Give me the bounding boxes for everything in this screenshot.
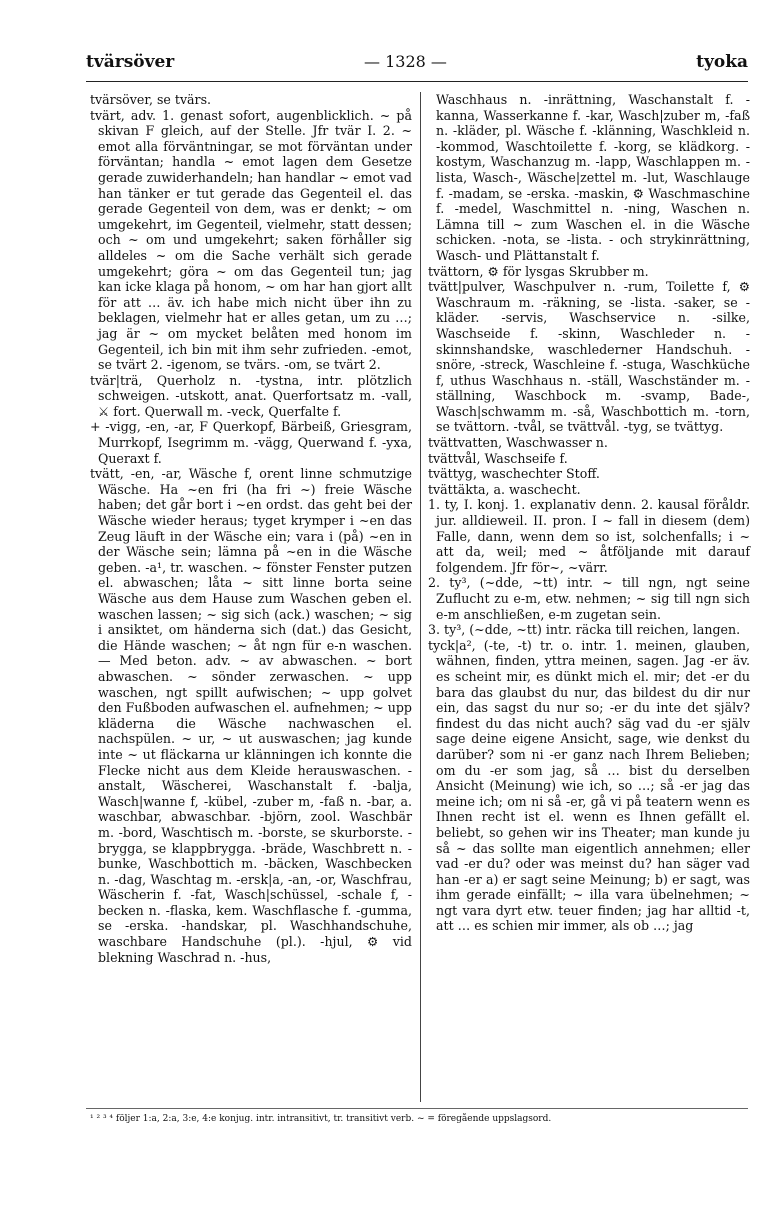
entry: tvätt, -en, -ar, Wäsche f, orent linne schmutzige Wäsche. Ha ~en fri (ha fri ~) freie Wäsche haben; det går bort i ~en ordst. das geht bei der Wäsche wieder heraus; tyget krymper i ~en das Zeug läuft in der Wäsche ein; vara i (på) ~en in der Wäsche sein; lämna på ~en in die Wäsche geben. -a¹, tr. waschen. ~ fönster Fenster putzen el. abwaschen; låta ~ sitt linne borta seine Wäsche aus dem Hause zum Waschen geben el. waschen lassen; ~ sig sich (ack.) waschen; ~ sig i ansiktet, om händerna sich (dat.) das Gesicht, die Hände waschen; ~ åt ngn für e-n waschen. — Med beton. adv. ~ av abwaschen. ~ bort abwaschen. ~ sönder zerwaschen. ~ upp waschen, ngt spillt aufwischen; ~ upp golvet den Fußboden aufwaschen el. aufnehmen; ~ upp kläderna die Wäsche nachwaschen el. nachspülen. ~ ur, ~ ut auswaschen; jag kunde inte ~ ut fläckarna ur klänningen ich konnte die Flecke nicht aus dem Kleide herauswaschen. -anstalt, Wäscherei, Waschanstalt f. -balja, Wasch|wanne f, -kübel, -zuber m, -faß n. -bar, a. waschbar, abwaschbar. -björn, zool. Waschbär m. -bord, Waschtisch m. -borste, se skurborste. -brygga, se klappbrygga. -bräde, Waschbrett n. -bunke, Waschbottich m. -bäcken, Waschbecken n. -dag, Waschtag m. -ersk|a, -an, -or, Waschfrau, Wäscherin f. -fat, Wasch|schüssel, -schale f, -becken n. -flaska, kem. Waschflasche f. -gumma, se -erska. -handskar, pl. Waschhandschuhe, waschbare Handschuhe (pl.). -hjul, ⚙ vid blekning Waschrad n. -hus,	[90, 466, 412, 965]
right-column	[428, 92, 750, 934]
left-column	[90, 92, 412, 965]
entry: tvärsöver, se tvärs.	[90, 92, 212, 107]
entry: tyck|a², (-te, -t) tr. o. intr. 1. meinen, glauben, wähnen, finden, yttra meinen, sagen. Jag -er äv. es scheint mir, es dünkt mich el. mir; det -er du bara das glaubst du nur, das bildest du dir nur ein, das sagst du nur so; -er du inte det själv? findest du das nicht auch? säg vad du -er själv sage deine eigene Ansicht, sage, wie denkst du darüber? som ni -er ganz nach Ihrem Belieben; om du -er som jag, så … bist du derselben Ansicht (Meinung) wie ich, so …; så -er jag das meine ich; om ni så -er, gå vi på teatern wenn es Ihnen recht ist el. wenn es Ihnen gefällt el. beliebt, so gehen wir ins Theater; man kunde ju så ~ das sollte man eigentlich annehmen; eller vad -er du? oder was meinst du? han säger vad han -er a) er sagt seine Meinung; b) er sagt, was ihm gerade einfällt; ~ illa vara übelnehmen; ~ ngt vara dyrt etw. teuer finden; jag har alltid -t, att … es schien mir immer, als ob …; jag	[428, 637, 750, 934]
entry: tvättorn, ⚙ för lysgas Skrubber m.	[428, 263, 649, 279]
entry: 3. ty³, (~dde, ~tt) intr. räcka till reichen, langen.	[428, 622, 741, 638]
header-rule	[86, 81, 748, 82]
entry: tvättyg, waschechter Stoff.	[428, 466, 600, 482]
entry: + -vigg, -en, -ar, F Querkopf, Bärbeiß, Griesgram, Murrkopf, Isegrimm m. -vägg, Querwand f. -yxa, Queraxt f.	[90, 419, 412, 466]
footer-rule	[86, 1108, 748, 1109]
entry: tvär|trä, Querholz n. -tystna, intr. plötzlich schweigen. -utskott, anat. Querfortsatz m. -vall, ⚔ fort. Querwall m. -veck, Querfalte f.	[90, 372, 412, 419]
entry: tvätt|pulver, Waschpulver n. -rum, Toilette f, ⚙ Waschraum m. -räkning, se -lista. -saker, se -kläder. -servis, Waschservice n. -silke, Waschseide f. -skinn, Waschleder n. -skinnshandske, waschlederner Handschuh. -snöre, -streck, Waschleine f. -stuga, Waschküche f, uthus Waschhaus n. -ställ, Waschständer m. -ställning, Waschbock m. -svamp, Bade-, Wasch|schwamm m. -så, Waschbottich m. -torn, se tvättorn. -tvål, se tvättvål. -tyg, se tvättyg.	[428, 279, 750, 435]
entry: tvättäkta, a. waschecht.	[428, 481, 581, 497]
entry: tvättvatten, Waschwasser n.	[428, 435, 608, 451]
page-number: — 1328 —	[364, 52, 447, 71]
page-header	[86, 52, 748, 78]
entry: Waschhaus n. -inrättning, Waschanstalt f. -kanna, Wasserkanne f. -kar, Wasch|zuber m, -faß n. -kläder, pl. Wäsche f. -klänning, Waschkleid n. -kommod, Waschtoilette f. -korg, se klädkorg. -kostym, Waschanzug m. -lapp, Waschlappen m. -lista, Wasch-, Wäsche|zettel m. -lut, Waschlauge f. -madam, se -erska. -maskin, ⚙ Waschmaschine f. -medel, Waschmittel n. -ning, Waschen n. Lämna till ~ zum Waschen el. in die Wäsche schicken. -nota, se -lista. - och strykinrättning, Wasch- und Plättanstalt f.	[436, 92, 750, 263]
header-left-catchword: tvärsöver	[86, 52, 175, 72]
abbreviation-footer: ¹ ² ³ ⁴ följer 1:a, 2:a, 3:e, 4:e konjug. intr. intransitivt, tr. transitivt verb. ~ = föregående uppslagsord.	[90, 1114, 552, 1124]
entry: 2. ty³, (~dde, ~tt) intr. ~ till ngn, ngt seine Zuflucht zu e-m, etw. nehmen; ~ sig till ngn sich e-m anschließen, e-m zugetan sein.	[428, 575, 750, 622]
entry: tvärt, adv. 1. genast sofort, augenblicklich. ~ på skivan F gleich, auf der Stelle. Jfr tvär I. 2. ~ emot alla förväntningar, se mot förväntan under förväntan; handla ~ emot lagen dem Gesetze gerade zuwiderhandeln; han handlar ~ emot vad han tänker er tut gerade das Gegenteil el. das gerade Gegenteil von dem, was er denkt; ~ om umgekehrt, im Gegenteil, vielmehr, statt dessen; och ~ om und umgekehrt; saken förhåller sig alldeles ~ om die Sache verhält sich gerade umgekehrt; göra ~ om das Gegenteil tun; jag kan icke klaga på honom, ~ om har han gjort allt för att … äv. ich habe mich nicht über ihn zu beklagen, vielmehr hat er alles getan, um zu …; jag är ~ om mycket belåten med honom im Gegenteil, ich bin mit ihm sehr zufrieden. -emot, se tvärt 2. -igenom, se tvärs. -om, se tvärt 2.	[90, 107, 412, 373]
entry: tvättvål, Waschseife f.	[428, 450, 568, 466]
column-separator	[420, 92, 421, 1102]
header-right-catchword: tyoka	[696, 52, 748, 72]
entry: 1. ty, I. konj. 1. explanativ denn. 2. kausal föråldr. jur. alldieweil. II. pron. I ~ fall in diesem (dem) Falle, dann, wenn dem so ist, solchenfalls; i ~ att da, weil; med ~ åtföljande mit darauf folgendem. Jfr för~, ~värr.	[428, 497, 750, 575]
